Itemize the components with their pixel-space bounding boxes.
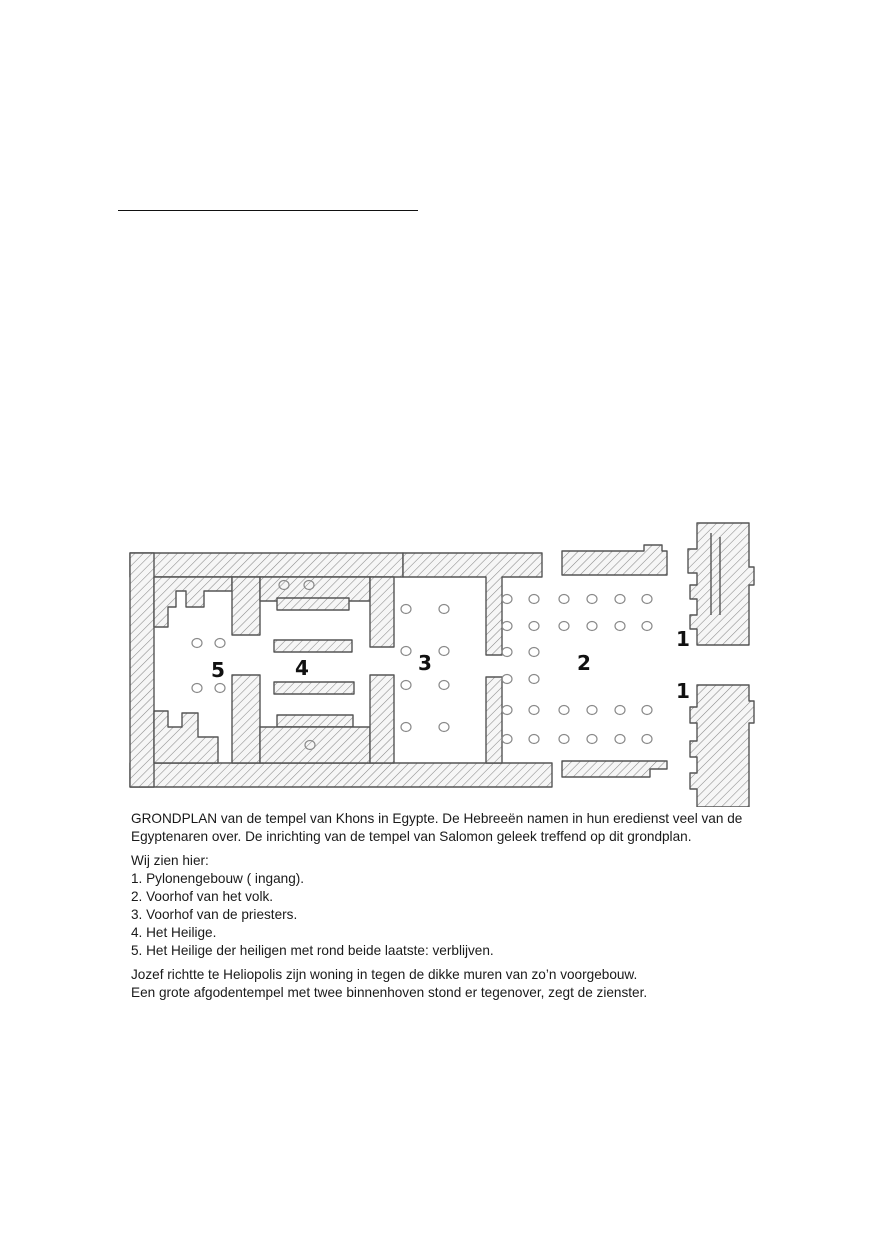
column [615, 622, 625, 631]
column [559, 706, 569, 715]
column [615, 595, 625, 604]
column [439, 723, 449, 732]
column [192, 639, 202, 648]
wall-partition-lower [232, 675, 260, 763]
label-holy-of-holies: 5 [211, 658, 225, 682]
column [502, 675, 512, 684]
column [502, 595, 512, 604]
label-holy-place: 4 [295, 656, 309, 680]
caption-intro-line1: GRONDPLAN van de tempel van Khons in Egypte. De Hebreeën namen in hun eredienst veel van de [131, 811, 743, 826]
wall-top-left [130, 553, 403, 577]
column [642, 706, 652, 715]
label-pylon-top: 1 [676, 627, 690, 651]
column [502, 706, 512, 715]
column [642, 735, 652, 744]
column [559, 735, 569, 744]
list-heading: Wij zien hier: [131, 853, 209, 868]
pylon-upper [688, 523, 754, 645]
column [559, 595, 569, 604]
wall-sanctuary-lower [154, 711, 218, 763]
caption [131, 810, 771, 1002]
list-item: 1. Pylonengebouw ( ingang). [131, 871, 305, 886]
label-peoples-court: 2 [577, 651, 591, 675]
wall-divider-lower [370, 675, 394, 763]
column [439, 681, 449, 690]
column [642, 622, 652, 631]
wall-divider-upper [370, 577, 394, 647]
wall-block-4-b [274, 640, 352, 652]
wall-block-4-a [277, 598, 349, 610]
column [587, 595, 597, 604]
label-pylon-bottom: 1 [676, 679, 690, 703]
wall-bottom-right [562, 761, 667, 777]
column [502, 735, 512, 744]
column [587, 706, 597, 715]
column [615, 735, 625, 744]
column [439, 605, 449, 614]
caption-outro-line1: Jozef richtte te Heliopolis zijn woning in tegen de dikke muren van zo’n voorgebouw. [131, 967, 638, 982]
column [529, 622, 539, 631]
column [439, 647, 449, 656]
column [529, 595, 539, 604]
column [559, 622, 569, 631]
column [215, 684, 225, 693]
wall-sanctuary-upper [154, 577, 232, 627]
column [587, 735, 597, 744]
column [502, 648, 512, 657]
column [529, 706, 539, 715]
label-priests-court: 3 [418, 651, 432, 675]
caption-intro-line2: Egyptenaren over. De inrichting van de tempel van Salomon geleek treffend op dit grondplan. [131, 829, 692, 844]
column [642, 595, 652, 604]
wall-block-4-c [274, 682, 354, 694]
wall-bottom-center [486, 677, 502, 763]
column [215, 639, 225, 648]
pylon-lower [690, 685, 754, 807]
wall-block-4-d [277, 715, 353, 727]
column [401, 647, 411, 656]
list-item: 2. Voorhof van het volk. [131, 889, 274, 904]
column [401, 605, 411, 614]
column [502, 622, 512, 631]
list-item: 4. Het Heilige. [131, 925, 217, 940]
column [529, 648, 539, 657]
wall-partition-upper [232, 577, 260, 635]
wall-top-center [403, 553, 542, 655]
column [529, 675, 539, 684]
column [529, 735, 539, 744]
list-item: 5. Het Heilige der heiligen met rond beide laatste: verblijven. [131, 943, 494, 958]
column [401, 723, 411, 732]
horizontal-rule [118, 210, 418, 211]
list-item: 3. Voorhof van de priesters. [131, 907, 298, 922]
wall-bottom-left [130, 763, 552, 787]
column [401, 681, 411, 690]
caption-outro-line2: Een grote afgodentempel met twee binnenhoven stond er tegenover, zegt de zienster. [131, 985, 648, 1000]
column [615, 706, 625, 715]
wall-left [130, 553, 154, 787]
column [587, 622, 597, 631]
column [192, 684, 202, 693]
wall-top-right [562, 545, 667, 575]
